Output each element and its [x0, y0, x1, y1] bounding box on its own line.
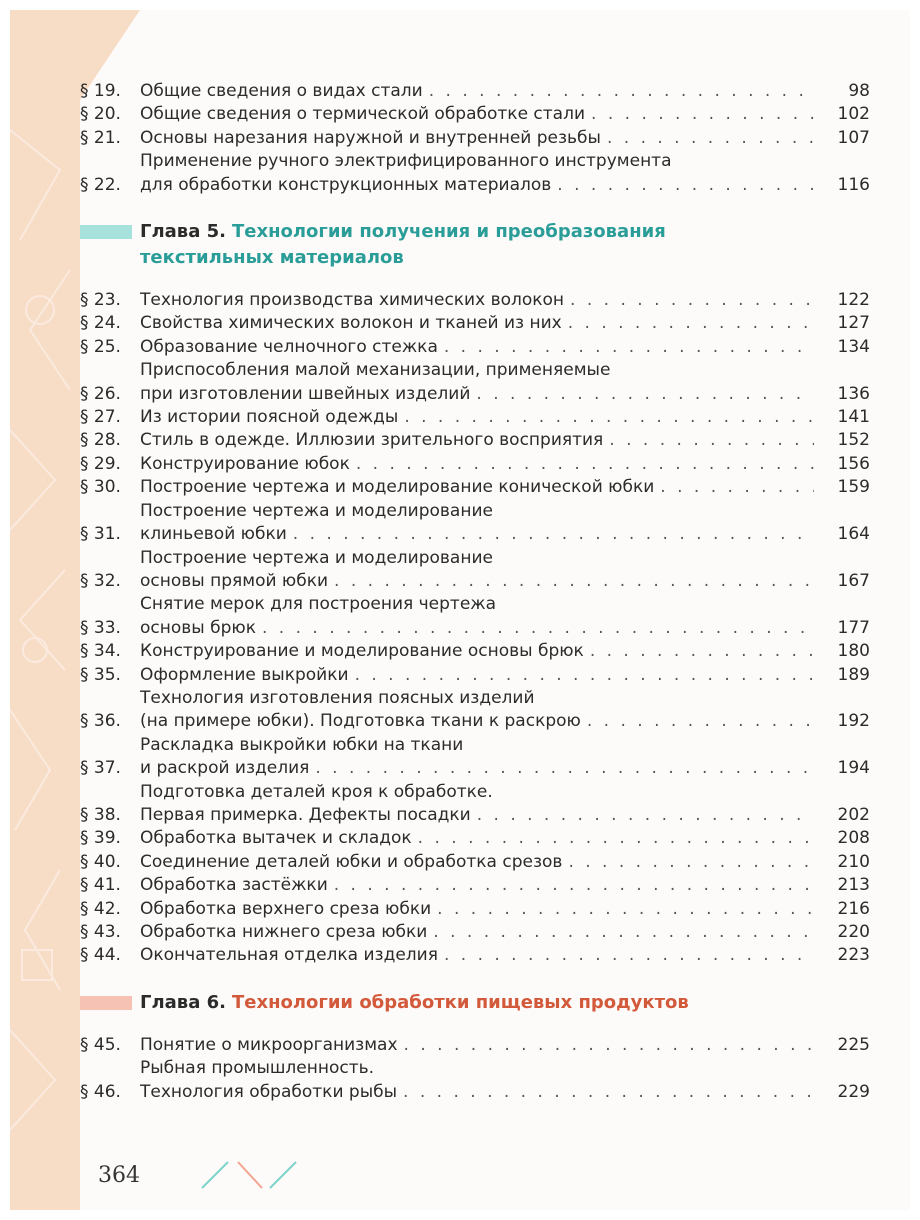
section-number: § 25.: [80, 336, 121, 357]
toc-entry: [80, 898, 870, 921]
section-number: § 38.: [80, 804, 121, 825]
dot-leader: [433, 921, 814, 944]
toc-entry: [80, 336, 870, 359]
section-title: при изготовлении швейных изделий: [140, 383, 471, 404]
toc-entry: [80, 359, 870, 406]
page-ref: 177: [837, 617, 870, 638]
section-title-line: Построение чертежа и моделирование: [140, 547, 493, 568]
chapter-title: Технологии получения и преобразования: [231, 221, 666, 243]
toc-section-chapter5: [80, 289, 870, 968]
section-title: Технология производства химических волокон: [140, 290, 565, 311]
dot-leader: [568, 312, 814, 335]
chapter-color-bar: [80, 996, 132, 1010]
section-title-line: Снятие мерок для построения чертежа: [140, 594, 497, 615]
dot-leader: [418, 827, 814, 850]
section-number: § 42.: [80, 898, 121, 919]
page-ref: 116: [837, 174, 870, 195]
toc-entry: [80, 429, 870, 452]
page-ref: 167: [837, 570, 870, 591]
page-ref: 127: [837, 313, 870, 334]
dot-leader: [334, 570, 814, 593]
section-title: Обработка верхнего среза юбки: [140, 898, 432, 919]
section-number: § 27.: [80, 407, 121, 428]
page-ref: 210: [837, 851, 870, 872]
toc-section-chapter6: [80, 1034, 870, 1104]
toc-entry: [80, 453, 870, 476]
section-title: основы прямой юбки: [140, 570, 329, 591]
dot-leader: [570, 289, 814, 312]
dot-leader: [477, 804, 814, 827]
dot-leader: [557, 174, 814, 197]
toc-entry: [80, 640, 870, 663]
dot-leader: [587, 710, 814, 733]
section-number: § 23.: [80, 290, 121, 311]
dot-leader: [568, 851, 814, 874]
page-ref: 136: [837, 383, 870, 404]
toc-entry: [80, 687, 870, 734]
section-number: § 21.: [80, 127, 121, 148]
section-title: Оформление выкройки: [140, 664, 349, 685]
section-title: Окончательная отделка изделия: [140, 945, 438, 966]
dot-leader: [444, 944, 814, 967]
toc-entry: [80, 593, 870, 640]
dot-leader: [355, 664, 814, 687]
dot-leader: [591, 103, 814, 126]
toc-entry: [80, 781, 870, 828]
section-number: § 44.: [80, 945, 121, 966]
dot-leader: [590, 640, 814, 663]
section-number: § 31.: [80, 524, 121, 545]
dot-leader: [404, 406, 814, 429]
toc-entry: [80, 80, 870, 103]
toc-entry: [80, 289, 870, 312]
chapter-title: Технологии обработки пищевых продуктов: [231, 991, 689, 1013]
page-ref: 141: [837, 407, 870, 428]
toc-entry: [80, 851, 870, 874]
section-title: основы брюк: [140, 617, 256, 638]
dot-leader: [293, 523, 814, 546]
section-number: § 46.: [80, 1081, 121, 1102]
decorative-slashes-icon: [198, 1158, 298, 1194]
dot-leader: [403, 1081, 814, 1104]
toc-entry: [80, 921, 870, 944]
toc-entry: [80, 547, 870, 594]
table-of-contents: [80, 80, 870, 1104]
toc-entry: [80, 827, 870, 850]
section-title-line: Подготовка деталей кроя к обработке.: [140, 781, 493, 802]
page-number: 364: [98, 1163, 140, 1188]
chapter-6-heading: [80, 990, 870, 1016]
page-ref: 122: [837, 290, 870, 311]
page-ref: 164: [837, 524, 870, 545]
section-number: § 24.: [80, 313, 121, 334]
section-title: Стиль в одежде. Иллюзии зрительного восприятия: [140, 430, 604, 451]
toc-entry: [80, 312, 870, 335]
toc-entry: [80, 150, 870, 197]
section-title: Общие сведения о термической обработке стали: [140, 104, 586, 125]
section-title: Конструирование юбок: [140, 453, 350, 474]
toc-entry: [80, 406, 870, 429]
chapter-label: Глава 5.: [140, 221, 226, 243]
chapter-5-heading: [80, 219, 870, 271]
toc-entry: [80, 874, 870, 897]
section-number: § 35.: [80, 664, 121, 685]
section-title-line: Рыбная промышленность.: [140, 1058, 375, 1079]
section-number: § 26.: [80, 383, 121, 404]
page-ref: 189: [837, 664, 870, 685]
section-number: § 29.: [80, 453, 121, 474]
toc-entry: [80, 1034, 870, 1057]
section-title: Обработка застёжки: [140, 875, 328, 896]
chapter-color-bar: [80, 225, 132, 239]
section-title: Понятие о микроорганизмах: [140, 1034, 398, 1055]
page-ref: 213: [837, 875, 870, 896]
section-title-line: Раскладка выкройки юбки на ткани: [140, 734, 464, 755]
geometric-pattern-icon: [10, 10, 80, 1210]
chapter-title-line2: текстильных материалов: [140, 247, 404, 269]
section-number: § 20.: [80, 104, 121, 125]
section-number: § 22.: [80, 174, 121, 195]
dot-leader: [437, 898, 814, 921]
section-title: Конструирование и моделирование основы брюк: [140, 641, 584, 662]
section-title: Свойства химических волокон и тканей из них: [140, 313, 562, 334]
dot-leader: [476, 383, 814, 406]
dot-leader: [660, 476, 814, 499]
toc-entry: [80, 664, 870, 687]
section-title: Обработка вытачек и складок: [140, 828, 412, 849]
toc-entry: [80, 1057, 870, 1104]
toc-entry: [80, 944, 870, 967]
section-title-line: Технология изготовления поясных изделий: [140, 687, 535, 708]
dot-leader: [262, 617, 814, 640]
page-ref: 208: [837, 828, 870, 849]
section-number: § 33.: [80, 617, 121, 638]
page-ref: 102: [837, 104, 870, 125]
section-title-line: Построение чертежа и моделирование: [140, 500, 493, 521]
chapter-label: Глава 6.: [140, 991, 226, 1013]
page-ref: 180: [837, 641, 870, 662]
section-number: § 37.: [80, 758, 121, 779]
dot-leader: [315, 757, 814, 780]
section-title: Образование челночного стежка: [140, 336, 438, 357]
section-number: § 36.: [80, 711, 121, 732]
page-ref: 194: [837, 758, 870, 779]
section-number: § 19.: [80, 81, 121, 101]
page-ref: 156: [837, 453, 870, 474]
toc-entry: [80, 500, 870, 547]
section-title-line: Применение ручного электрифицированного инструмента: [140, 151, 672, 172]
toc-entry: [80, 127, 870, 150]
page-ref: 223: [837, 945, 870, 966]
section-title: Построение чертежа и моделирование конической юбки: [140, 477, 655, 498]
section-number: § 41.: [80, 875, 121, 896]
section-title: (на примере юбки). Подготовка ткани к раскрою: [140, 711, 581, 732]
page-ref: 134: [837, 336, 870, 357]
section-number: § 28.: [80, 430, 121, 451]
dot-leader: [334, 874, 814, 897]
section-number: § 34.: [80, 641, 121, 662]
toc-entry: [80, 734, 870, 781]
toc-section-chapter4-tail: [80, 80, 870, 197]
section-title: Технология обработки рыбы: [140, 1081, 398, 1102]
dot-leader: [444, 336, 814, 359]
page-ref: 107: [837, 127, 870, 148]
section-title: Из истории поясной одежды: [140, 407, 399, 428]
toc-entry: [80, 476, 870, 499]
section-number: § 45.: [80, 1034, 121, 1055]
section-number: § 39.: [80, 828, 121, 849]
page-ref: 216: [837, 898, 870, 919]
section-number: § 40.: [80, 851, 121, 872]
page-ref: 220: [837, 922, 870, 942]
section-number: § 43.: [80, 922, 121, 942]
page-ref: 229: [837, 1081, 870, 1102]
decorative-side-strip: [10, 10, 80, 1210]
section-title: Первая примерка. Дефекты посадки: [140, 804, 471, 825]
page-ref: 159: [837, 477, 870, 498]
section-number: § 32.: [80, 570, 121, 591]
section-title: Соединение деталей юбки и обработка срезов: [140, 851, 563, 872]
dot-leader: [609, 429, 814, 452]
page-ref: 152: [837, 430, 870, 451]
section-title: для обработки конструкционных материалов: [140, 174, 552, 195]
page-ref: 98: [848, 81, 870, 101]
dot-leader: [607, 127, 814, 150]
section-title-line: Приспособления малой механизации, применяемые: [140, 360, 611, 381]
page-ref: 225: [837, 1034, 870, 1055]
section-title: клиньевой юбки: [140, 524, 287, 545]
toc-entry: [80, 103, 870, 126]
dot-leader: [356, 453, 814, 476]
page-ref: 192: [837, 711, 870, 732]
section-title: Основы нарезания наружной и внутренней резьбы: [140, 127, 601, 148]
dot-leader: [404, 1034, 814, 1057]
section-title: и раскрой изделия: [140, 758, 310, 779]
dot-leader: [429, 80, 814, 103]
section-title: Общие сведения о видах стали: [140, 81, 423, 101]
section-number: § 30.: [80, 477, 121, 498]
page-ref: 202: [837, 804, 870, 825]
section-title: Обработка нижнего среза юбки: [140, 922, 428, 942]
